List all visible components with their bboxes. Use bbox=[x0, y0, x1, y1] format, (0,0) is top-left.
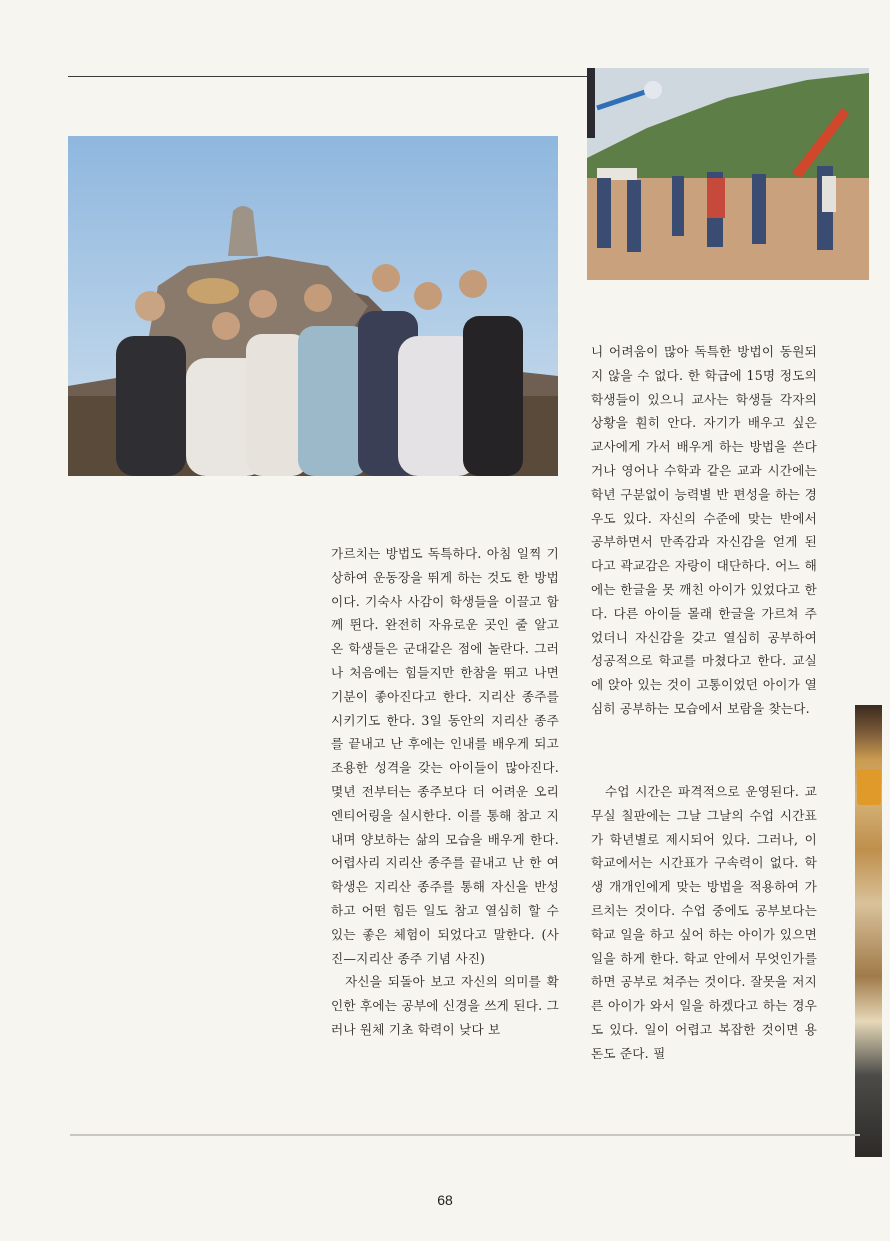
paragraph: 니 어려움이 많아 독특한 방법이 동원되지 않을 수 없다. 한 학급에 15명 정도의 학생들이 있으니 교사는 학생들 각자의 상황을 훤히 안다. 자기가 배우고 싶은 교사에게 가서 배우게 하는 방법을 쓴다거나 영어나 수학과 같은 교과 시간에는 학년 구분없이 능력별 반 편성을 하는 경우도 있다. 자신의 수준에 맞는 반에서 공부하면서 만족감과 자신감을 얻게 된다고 곽교감은 자랑이 대단하다. 어느 해에는 한글을 못 깨친 아이가 있었다고 한다. 다른 아이들 몰래 한글을 가르쳐 주었더니 자신감을 갖고 열심히 공부하여 성공적으로 학교를 마쳤다고 한다. 교실에 앉아 있는 것이 고통이었던 아이가 열심히 공부하는 모습에서 보람을 찾는다. bbox=[591, 344, 817, 716]
page-edge-strip bbox=[855, 705, 882, 1157]
bottom-rule bbox=[70, 1134, 860, 1136]
top-rule bbox=[68, 76, 588, 77]
text-column-right-top bbox=[591, 340, 817, 721]
school-event-photo bbox=[587, 68, 869, 280]
page-number: 68 bbox=[437, 1192, 453, 1208]
text-column-right-bottom bbox=[591, 780, 817, 1066]
paragraph: 수업 시간은 파격적으로 운영된다. 교무실 칠판에는 그날 그날의 수업 시간표가 학년별로 제시되어 있다. 그러나, 이 학교에서는 시간표가 구속력이 없다. 학생 개개인에게 맞는 방법을 적용하여 가르치는 것이다. 수업 중에도 공부보다는 학교 일을 하고 싶어 하는 아이가 있으면 일을 하게 한다. 학교 안에서 무엇인가를 하면 공부로 쳐주는 것이다. 잘못을 저지른 아이가 와서 일을 하겠다고 하는 경우도 있다. 일이 어렵고 복잡한 것이면 용돈도 준다. 필 bbox=[591, 784, 817, 1061]
paragraph: 자신을 되돌아 보고 자신의 의미를 확인한 후에는 공부에 신경을 쓰게 된다. 그러나 원체 기초 학력이 낮다 보 bbox=[331, 974, 559, 1037]
text-column-left bbox=[331, 542, 559, 1042]
paragraph: 가르치는 방법도 독특하다. 아침 일찍 기상하여 운동장을 뛰게 하는 것도 한 방법이다. 기숙사 사감이 학생들을 이끌고 함께 뛴다. 완전히 자유로운 곳인 줄 알고 온 학생들은 군대같은 점에 놀란다. 그러나 처음에는 힘들지만 한참을 뛰고 나면 기분이 좋아진다고 한다. 지리산 종주를 시키기도 한다. 3일 동안의 지리산 종주를 끝내고 난 후에는 인내를 배우게 되고 조용한 성격을 갖는 아이들이 많아진다. 몇년 전부터는 종주보다 더 어려운 오리엔티어링을 실시한다. 이를 통해 참고 지내며 양보하는 삶의 모습을 배우게 한다. 어렵사리 지리산 종주를 끝내고 난 한 여학생은 지리산 종주를 통해 자신을 반성하고 어떤 힘든 일도 참고 열심히 할 수 있는 좋은 체험이 되었다고 말한다. (사진—지리산 종주 기념 사진) bbox=[331, 546, 559, 966]
group-summit-photo bbox=[68, 136, 558, 476]
edge-chip bbox=[857, 769, 881, 805]
